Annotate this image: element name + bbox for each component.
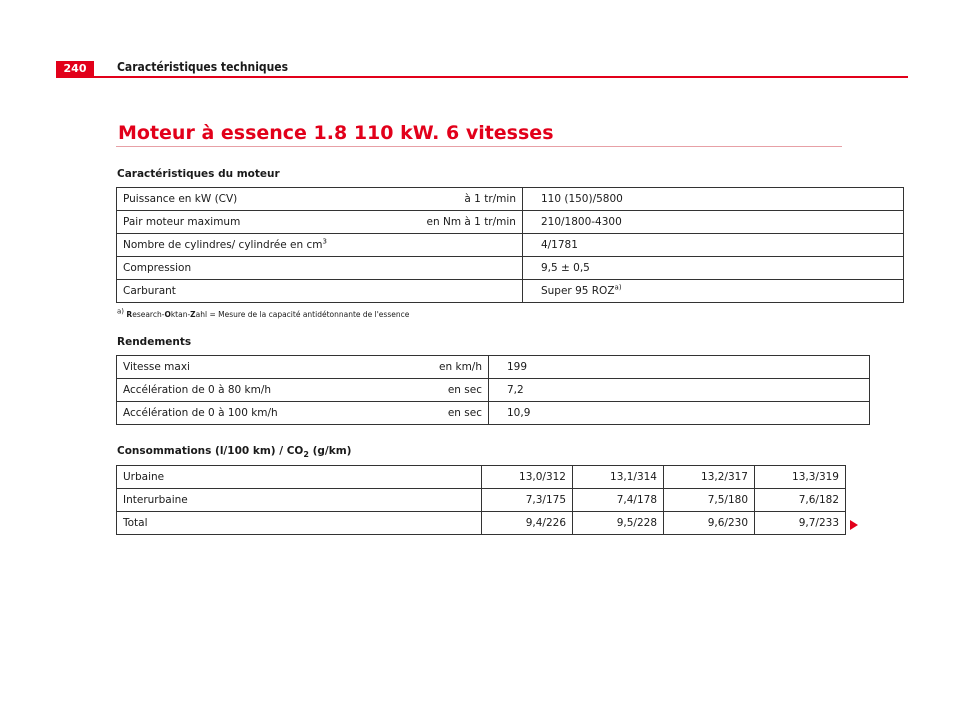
row-value: 9,6/230: [664, 512, 755, 535]
row-label: Interurbaine: [117, 489, 482, 512]
row-unit: en Nm à 1 tr/min: [333, 211, 523, 234]
table-row: [117, 402, 870, 425]
row-label: Vitesse maxi: [117, 356, 300, 379]
footnote: [117, 307, 410, 319]
row-unit: en km/h: [299, 356, 489, 379]
fn-ktan: ktan-: [170, 310, 191, 319]
consumption-heading-suffix: (g/km): [308, 445, 352, 457]
consumption-heading: [117, 445, 352, 460]
row-label: Urbaine: [117, 466, 482, 489]
fn-z: Z: [190, 310, 196, 319]
row-label: Carburant: [117, 280, 333, 303]
table-row: [117, 211, 904, 234]
row-value: 13,1/314: [573, 466, 664, 489]
row-label: Total: [117, 512, 482, 535]
row-value: 7,2: [489, 379, 870, 402]
row-value: 13,2/317: [664, 466, 755, 489]
table-row: [117, 257, 904, 280]
title-rule: [116, 146, 842, 147]
header-title: Caractéristiques techniques: [117, 60, 289, 74]
row-value: 9,4/226: [482, 512, 573, 535]
table-row: [117, 489, 846, 512]
consumption-table: [116, 465, 846, 535]
row-unit: en sec: [299, 379, 489, 402]
arrow-right-icon[interactable]: [850, 520, 858, 530]
row-unit: [333, 234, 523, 257]
row-unit: [333, 280, 523, 303]
table-row: [117, 356, 870, 379]
fn-rest: ahl = Mesure de la capacité antidétonnante de l'essence: [195, 310, 410, 319]
row-value: 7,6/182: [755, 489, 846, 512]
footnote-ref: a): [614, 283, 622, 292]
row-value: 9,5/228: [573, 512, 664, 535]
row-value: 7,5/180: [664, 489, 755, 512]
fn-r: R: [126, 310, 133, 319]
fn-esearch: esearch-: [132, 310, 165, 319]
consumption-heading-sub: 2: [303, 450, 309, 460]
table-row: [117, 188, 904, 211]
performance-heading: Rendements: [117, 336, 192, 348]
section-title: Moteur à essence 1.8 110 kW. 6 vitesses: [118, 122, 554, 144]
row-label: Compression: [117, 257, 333, 280]
label-text: Nombre de cylindres/ cylindrée en cm: [123, 239, 323, 251]
row-value: 13,0/312: [482, 466, 573, 489]
row-value: 199: [489, 356, 870, 379]
consumption-heading-prefix: Consommations (l/100 km) / CO: [117, 445, 304, 457]
fn-o: O: [164, 310, 171, 319]
row-value: 7,4/178: [573, 489, 664, 512]
table-row: [117, 234, 904, 257]
row-value: 7,3/175: [482, 489, 573, 512]
header-rule: [56, 76, 908, 78]
row-value: 10,9: [489, 402, 870, 425]
footnote-marker: a): [117, 307, 125, 316]
row-unit: [333, 257, 523, 280]
table-row: [117, 512, 846, 535]
table-row: [117, 280, 904, 303]
row-unit: à 1 tr/min: [333, 188, 523, 211]
label-superscript: 3: [322, 237, 327, 246]
row-label: Pair moteur maximum: [117, 211, 333, 234]
row-value: 9,7/233: [755, 512, 846, 535]
row-value: [522, 280, 903, 303]
engine-heading: Caractéristiques du moteur: [117, 168, 280, 180]
row-value: 4/1781: [522, 234, 903, 257]
row-label: [117, 234, 333, 257]
row-value: 210/1800-4300: [522, 211, 903, 234]
row-value: 13,3/319: [755, 466, 846, 489]
row-unit: en sec: [299, 402, 489, 425]
table-row: [117, 466, 846, 489]
row-value: 110 (150)/5800: [522, 188, 903, 211]
table-row: [117, 379, 870, 402]
row-value: 9,5 ± 0,5: [522, 257, 903, 280]
page-number: 240: [56, 61, 94, 77]
value-text: Super 95 ROZ: [540, 285, 615, 297]
row-label: Accélération de 0 à 100 km/h: [117, 402, 300, 425]
performance-table: [116, 355, 870, 425]
engine-table: [116, 187, 904, 303]
row-label: Puissance en kW (CV): [117, 188, 333, 211]
row-label: Accélération de 0 à 80 km/h: [117, 379, 300, 402]
